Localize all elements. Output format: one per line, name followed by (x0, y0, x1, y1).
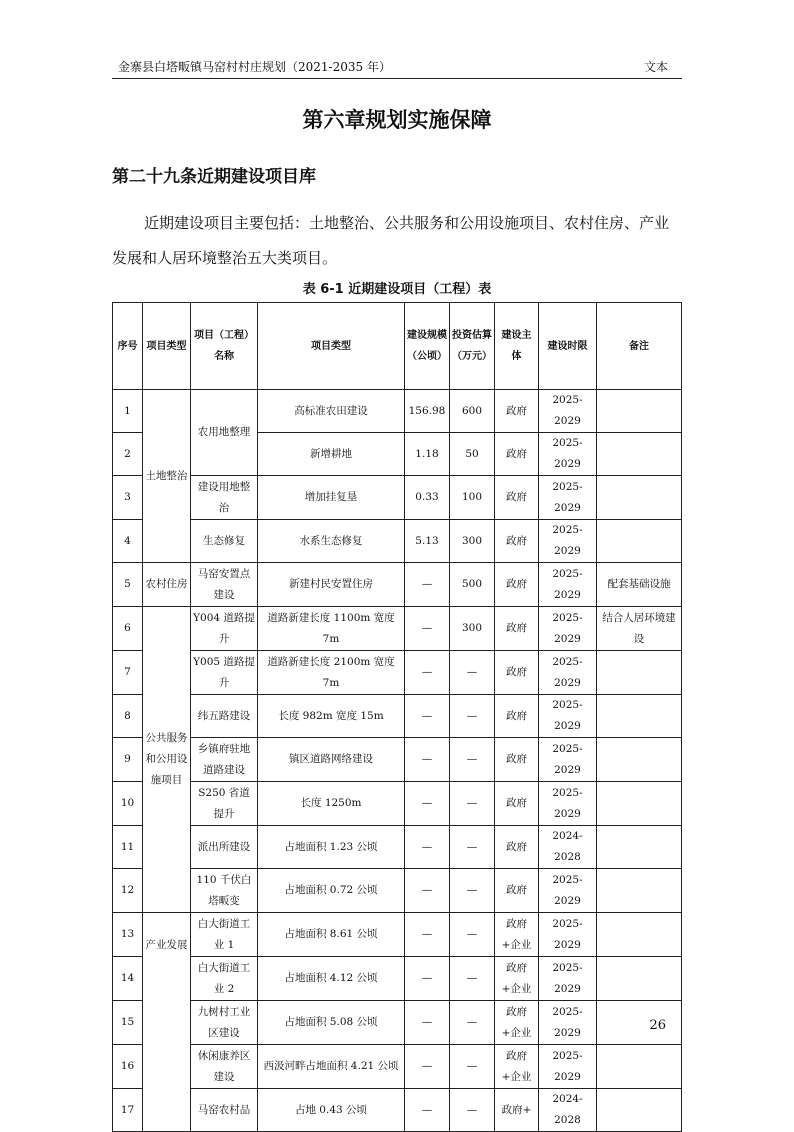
header-cell: 项目（工程）名称 (191, 303, 258, 390)
header-cell: 序号 (113, 303, 143, 390)
cell-entity: 政府 (495, 826, 539, 869)
table-row (113, 695, 682, 738)
cell-project-name: S250 省道提升 (191, 782, 258, 826)
cell-entity: 政府 (495, 476, 539, 520)
cell-type: 占地面积 8.61 公顷 (258, 913, 405, 957)
cell-note (597, 520, 682, 563)
cell-entity: 政府 (495, 869, 539, 913)
cell-period: 2025-2029 (539, 607, 597, 651)
table-row (113, 957, 682, 1001)
cell-period: 2025-2029 (539, 782, 597, 826)
cell-project-name: 白大街道工业 1 (191, 913, 258, 957)
cell-type: 长度 982m 宽度 15m (258, 695, 405, 738)
cell-invest: — (450, 826, 495, 869)
cell-note (597, 913, 682, 957)
cell-entity: 政府 (495, 651, 539, 695)
cell-invest: 600 (450, 390, 495, 433)
cell-scale: — (405, 913, 450, 957)
cell-entity: 政府 (495, 520, 539, 563)
cell-no: 3 (113, 476, 143, 520)
cell-entity: 政府+ (495, 1089, 539, 1132)
table-row (113, 869, 682, 913)
cell-period: 2025-2029 (539, 476, 597, 520)
cell-period: 2025-2029 (539, 520, 597, 563)
cell-scale: — (405, 869, 450, 913)
cell-period: 2025-2029 (539, 957, 597, 1001)
cell-project-name: 九树村工业区建设 (191, 1001, 258, 1045)
cell-period: 2025-2029 (539, 695, 597, 738)
cell-invest: — (450, 957, 495, 1001)
cell-project-name: Y005 道路提升 (191, 651, 258, 695)
cell-project-name: 休闲康养区建设 (191, 1045, 258, 1089)
cell-scale: — (405, 826, 450, 869)
header-cell: 建设时限 (539, 303, 597, 390)
cell-project-name: 生态修复 (191, 520, 258, 563)
cell-no: 8 (113, 695, 143, 738)
cell-invest: — (450, 913, 495, 957)
cell-period: 2025-2029 (539, 913, 597, 957)
cell-note (597, 695, 682, 738)
cell-project-name: 马窑农村品 (191, 1089, 258, 1132)
chapter-title: 第六章规划实施保障 (302, 108, 492, 132)
cell-no: 4 (113, 520, 143, 563)
cell-scale: — (405, 957, 450, 1001)
cell-project-name: 建设用地整治 (191, 476, 258, 520)
cell-type: 新建村民安置住房 (258, 563, 405, 607)
cell-period: 2024-2028 (539, 826, 597, 869)
table-row (113, 390, 682, 433)
cell-type: 占地面积 4.12 公顷 (258, 957, 405, 1001)
header-cell: 项目类型 (143, 303, 191, 390)
project-table (112, 302, 682, 1132)
header-cell: 备注 (597, 303, 682, 390)
cell-scale: — (405, 563, 450, 607)
cell-period: 2025-2029 (539, 869, 597, 913)
cell-scale: — (405, 738, 450, 782)
cell-type: 占地面积 5.08 公顷 (258, 1001, 405, 1045)
cell-category: 土地整治 (143, 390, 191, 563)
table-row (113, 520, 682, 563)
cell-scale: 0.33 (405, 476, 450, 520)
cell-no: 14 (113, 957, 143, 1001)
cell-scale: — (405, 651, 450, 695)
cell-project-name: 纬五路建设 (191, 695, 258, 738)
cell-note (597, 869, 682, 913)
header-cell: 建设规模（公顷） (405, 303, 450, 390)
cell-entity: 政府 (495, 738, 539, 782)
table-header-row (113, 303, 682, 390)
cell-scale: — (405, 1089, 450, 1132)
cell-note (597, 433, 682, 476)
cell-project-name: 派出所建设 (191, 826, 258, 869)
header-cell: 项目类型 (258, 303, 405, 390)
cell-note (597, 1045, 682, 1089)
table-row (113, 563, 682, 607)
cell-type: 高标准农田建设 (258, 390, 405, 433)
cell-type: 占地面积 0.72 公顷 (258, 869, 405, 913)
cell-no: 13 (113, 913, 143, 957)
table-row (113, 1089, 682, 1132)
cell-no: 10 (113, 782, 143, 826)
cell-type: 道路新建长度 1100m 宽度 7m (258, 607, 405, 651)
cell-scale: — (405, 782, 450, 826)
cell-invest: 100 (450, 476, 495, 520)
cell-period: 2025-2029 (539, 1001, 597, 1045)
cell-type: 新增耕地 (258, 433, 405, 476)
cell-entity: 政府+企业 (495, 1001, 539, 1045)
cell-no: 12 (113, 869, 143, 913)
cell-scale: — (405, 1045, 450, 1089)
cell-note (597, 1089, 682, 1132)
cell-invest: 50 (450, 433, 495, 476)
cell-entity: 政府+企业 (495, 1045, 539, 1089)
table-row (113, 476, 682, 520)
cell-no: 9 (113, 738, 143, 782)
cell-type: 西汲河畔占地面积 4.21 公顷 (258, 1045, 405, 1089)
cell-scale: — (405, 695, 450, 738)
cell-project-name: 110 千伏白塔畈变 (191, 869, 258, 913)
cell-type: 水系生态修复 (258, 520, 405, 563)
table-row (113, 651, 682, 695)
cell-type: 长度 1250m (258, 782, 405, 826)
cell-no: 2 (113, 433, 143, 476)
cell-scale: 5.13 (405, 520, 450, 563)
cell-invest: — (450, 695, 495, 738)
cell-no: 1 (113, 390, 143, 433)
cell-period: 2025-2029 (539, 738, 597, 782)
cell-note (597, 957, 682, 1001)
cell-project-name: Y004 道路提升 (191, 607, 258, 651)
cell-invest: — (450, 1001, 495, 1045)
cell-no: 7 (113, 651, 143, 695)
cell-no: 15 (113, 1001, 143, 1045)
cell-invest: 500 (450, 563, 495, 607)
cell-note (597, 782, 682, 826)
cell-period: 2025-2029 (539, 651, 597, 695)
cell-scale: — (405, 1001, 450, 1045)
cell-no: 11 (113, 826, 143, 869)
table-row (113, 607, 682, 651)
cell-invest: — (450, 651, 495, 695)
table-row (113, 738, 682, 782)
cell-invest: — (450, 1045, 495, 1089)
article-title: 第二十九条近期建设项目库 (112, 167, 316, 187)
header-cell: 投资估算（万元） (450, 303, 495, 390)
cell-category: 产业发展 (143, 913, 191, 1132)
header-cell: 建设主体 (495, 303, 539, 390)
cell-note: 结合人居环境建设 (597, 607, 682, 651)
cell-scale: — (405, 607, 450, 651)
header-section-label: 文本 (643, 60, 668, 74)
cell-invest: — (450, 1089, 495, 1132)
cell-project-name: 马窑安置点建设 (191, 563, 258, 607)
cell-note (597, 390, 682, 433)
page-number: 26 (649, 1018, 666, 1033)
cell-note: 配套基础设施 (597, 563, 682, 607)
cell-scale: 156.98 (405, 390, 450, 433)
header-document-title: 金寨县白塔畈镇马窑村村庄规划（2021-2035 年） (118, 60, 391, 74)
cell-type: 占地面积 1.23 公顷 (258, 826, 405, 869)
cell-project-name: 乡镇府驻地道路建设 (191, 738, 258, 782)
cell-period: 2025-2029 (539, 563, 597, 607)
cell-entity: 政府+企业 (495, 913, 539, 957)
cell-type: 占地 0.43 公顷 (258, 1089, 405, 1132)
cell-note (597, 476, 682, 520)
cell-invest: — (450, 782, 495, 826)
table-row (113, 826, 682, 869)
cell-invest: 300 (450, 607, 495, 651)
cell-entity: 政府 (495, 563, 539, 607)
table-row (113, 913, 682, 957)
cell-scale: 1.18 (405, 433, 450, 476)
cell-type: 镇区道路网络建设 (258, 738, 405, 782)
cell-no: 6 (113, 607, 143, 651)
cell-period: 2025-2029 (539, 390, 597, 433)
cell-invest: — (450, 738, 495, 782)
cell-project-name: 农用地整理 (191, 390, 258, 476)
cell-type: 道路新建长度 2100m 宽度 7m (258, 651, 405, 695)
cell-category: 农村住房 (143, 563, 191, 607)
cell-entity: 政府 (495, 782, 539, 826)
cell-no: 5 (113, 563, 143, 607)
cell-category: 公共服务和公用设施项目 (143, 607, 191, 913)
table-row (113, 782, 682, 826)
cell-note (597, 738, 682, 782)
cell-entity: 政府 (495, 695, 539, 738)
cell-period: 2025-2029 (539, 433, 597, 476)
cell-period: 2024-2028 (539, 1089, 597, 1132)
table-caption: 表 6-1 近期建设项目（工程）表 (302, 282, 492, 297)
page-header (112, 52, 682, 79)
cell-note (597, 651, 682, 695)
cell-no: 16 (113, 1045, 143, 1089)
table-row (113, 1001, 682, 1045)
cell-period: 2025-2029 (539, 1045, 597, 1089)
cell-no: 17 (113, 1089, 143, 1132)
cell-entity: 政府 (495, 433, 539, 476)
cell-invest: 300 (450, 520, 495, 563)
cell-entity: 政府 (495, 390, 539, 433)
table-row (113, 1045, 682, 1089)
cell-entity: 政府+企业 (495, 957, 539, 1001)
cell-type: 增加挂复垦 (258, 476, 405, 520)
intro-paragraph: 近期建设项目主要包括：土地整治、公共服务和公用设施项目、农村住房、产业发展和人居环境整治五大类项目。 (112, 214, 670, 267)
cell-project-name: 白大街道工业 2 (191, 957, 258, 1001)
cell-note (597, 1001, 682, 1045)
cell-entity: 政府 (495, 607, 539, 651)
cell-note (597, 826, 682, 869)
cell-invest: — (450, 869, 495, 913)
